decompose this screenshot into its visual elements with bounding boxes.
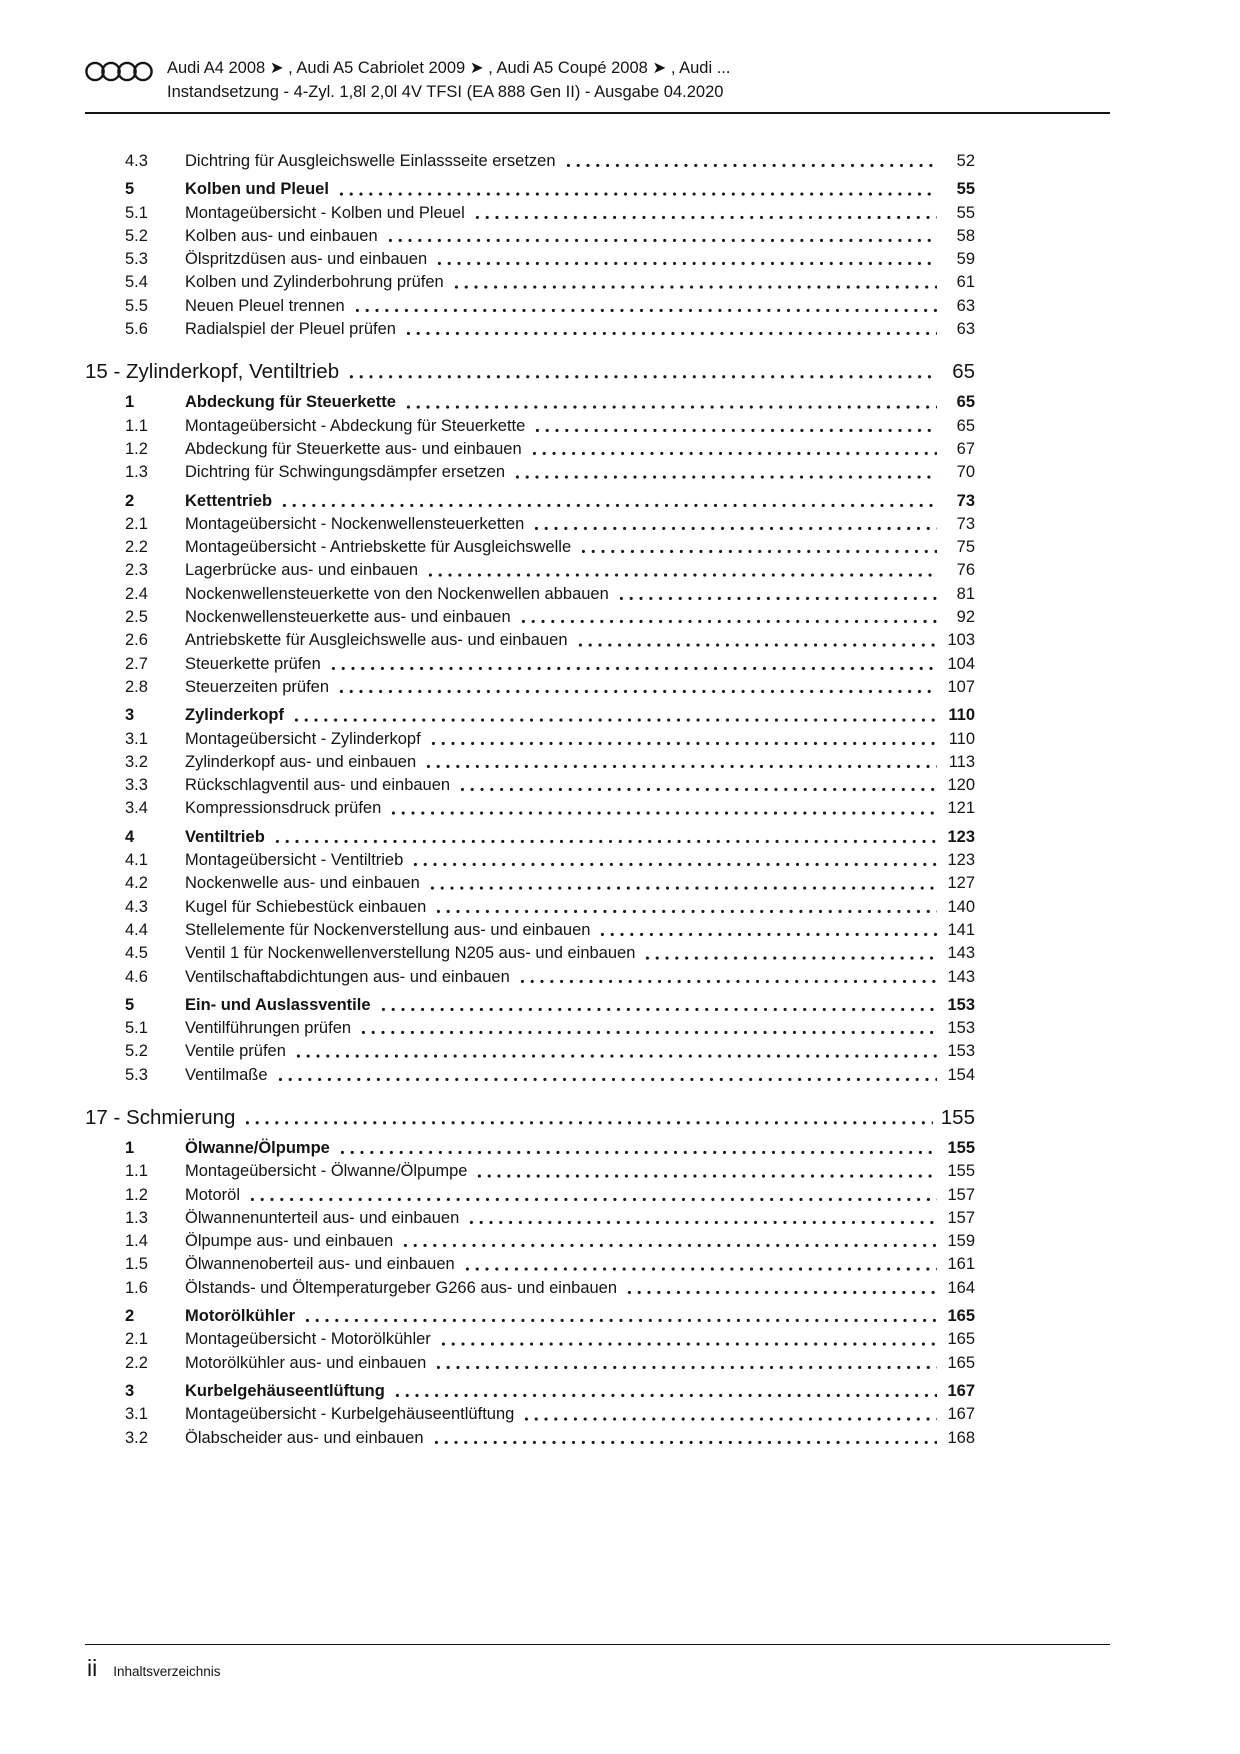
toc-entry-title: Ölwanne/Ölpumpe bbox=[185, 1138, 330, 1157]
toc-entry-number: 5.3 bbox=[125, 1065, 148, 1084]
toc-entry-title: Ein- und Auslassventile bbox=[185, 995, 371, 1014]
toc-entry-number: 1.2 bbox=[125, 439, 148, 458]
toc-entry-title: Dichtring für Ausgleichswelle Einlassseite ersetzen bbox=[185, 152, 556, 170]
toc-entry-title: Ventilschaftabdichtungen aus- und einbauen bbox=[185, 967, 510, 986]
toc-entry-title: Kettentrieb bbox=[185, 491, 273, 510]
toc-entry-page: 153 bbox=[947, 1019, 975, 1038]
toc-entry-title: Ventiltrieb bbox=[185, 827, 265, 846]
toc-entry-number: 2.8 bbox=[125, 677, 148, 696]
toc-entry-number: 3.2 bbox=[125, 752, 148, 771]
footer-section-label: Inhaltsverzeichnis bbox=[113, 1664, 221, 1679]
leader-dots bbox=[296, 1040, 937, 1063]
toc-entry-title: Zylinderkopf aus- und einbauen bbox=[185, 752, 417, 771]
toc-entry bbox=[85, 1403, 975, 1426]
toc-entry-title: Nockenwellensteuerkette aus- und einbauen bbox=[185, 608, 511, 627]
leader-dots bbox=[250, 1184, 937, 1207]
toc-entry-title: Ventilmaße bbox=[185, 1065, 268, 1084]
toc-entry-number: 3.4 bbox=[125, 799, 148, 818]
toc-entry-number: 5.2 bbox=[125, 226, 148, 245]
toc-entry-number: 4.5 bbox=[125, 944, 148, 963]
toc-entry bbox=[85, 358, 975, 386]
toc-entry-title: Rückschlagventil aus- und einbauen bbox=[185, 776, 451, 795]
toc-entry-number: 2.5 bbox=[125, 608, 148, 627]
toc-entry-title: Neuen Pleuel trennen bbox=[185, 296, 345, 315]
toc-entry bbox=[85, 461, 975, 484]
page-header bbox=[85, 56, 1110, 114]
toc-entry-number: 1.1 bbox=[125, 416, 148, 435]
toc-entry-number: 3.2 bbox=[125, 1428, 148, 1447]
toc-entry-number: 1.3 bbox=[125, 1208, 148, 1227]
toc-entry-page: 155 bbox=[940, 1105, 975, 1129]
leader-dots bbox=[282, 490, 937, 513]
leader-dots bbox=[381, 994, 937, 1017]
toc-entry-number: 5.1 bbox=[125, 203, 148, 222]
toc-entry-number: 5 bbox=[125, 180, 135, 199]
toc-entry-number: 2 bbox=[125, 1307, 135, 1326]
toc-entry-title: Montageübersicht - Ölwanne/Ölpumpe bbox=[185, 1162, 468, 1181]
leader-dots bbox=[515, 461, 937, 484]
toc-entry-number: 2.1 bbox=[125, 514, 148, 533]
toc-entry-page: 153 bbox=[947, 1042, 975, 1061]
toc-entry-title: Montageübersicht - Antriebskette für Ausgleichswelle bbox=[185, 538, 572, 557]
toc-entry-page: 127 bbox=[947, 874, 975, 893]
toc-entry-number: 5.1 bbox=[125, 1019, 148, 1038]
leader-dots bbox=[460, 774, 937, 797]
toc-entry-page: 121 bbox=[947, 799, 975, 818]
toc-entry-number: 4.1 bbox=[125, 851, 148, 870]
toc-entry-page: 110 bbox=[948, 706, 975, 725]
toc-entry bbox=[85, 966, 975, 989]
leader-dots bbox=[645, 942, 937, 965]
leader-dots bbox=[627, 1277, 937, 1300]
toc-entry bbox=[85, 751, 975, 774]
toc-entry-page: 141 bbox=[947, 920, 975, 939]
toc-entry-number: 5.6 bbox=[125, 320, 148, 339]
leader-dots bbox=[355, 295, 937, 318]
toc-entry-number: 3.3 bbox=[125, 776, 148, 795]
toc-entry-title: Nockenwelle aus- und einbauen bbox=[185, 874, 420, 893]
toc-entry bbox=[85, 1184, 975, 1207]
leader-dots bbox=[520, 966, 937, 989]
toc-entry bbox=[85, 225, 975, 248]
toc-entry-page: 61 bbox=[956, 273, 975, 292]
leader-dots bbox=[388, 225, 937, 248]
toc-entry-page: 120 bbox=[947, 776, 975, 795]
toc-entry-page: 113 bbox=[948, 752, 975, 771]
toc-entry-page: 81 bbox=[956, 584, 975, 603]
toc-entry-number: 2.2 bbox=[125, 538, 148, 557]
toc-entry bbox=[85, 295, 975, 318]
toc-entry bbox=[85, 559, 975, 582]
leader-dots bbox=[581, 536, 937, 559]
toc-entry-page: 153 bbox=[947, 995, 975, 1014]
leader-dots bbox=[436, 1352, 937, 1375]
leader-dots bbox=[340, 1137, 937, 1160]
leader-dots bbox=[406, 391, 937, 414]
toc-entry bbox=[85, 797, 975, 820]
toc-entry bbox=[85, 1352, 975, 1375]
toc-entry-title: Ölwannenunterteil aus- und einbauen bbox=[185, 1208, 460, 1227]
leader-dots bbox=[600, 919, 937, 942]
toc-entry bbox=[85, 1040, 975, 1063]
toc-entry-page: 155 bbox=[947, 1138, 975, 1157]
leader-dots bbox=[428, 559, 937, 582]
leader-dots bbox=[430, 872, 937, 895]
leader-dots bbox=[339, 178, 937, 201]
leader-dots bbox=[441, 1328, 937, 1351]
toc-entry-title: 17 - Schmierung bbox=[85, 1105, 236, 1129]
toc-entry-page: 63 bbox=[956, 320, 975, 339]
toc-entry-page: 55 bbox=[956, 203, 975, 222]
audi-logo bbox=[85, 59, 153, 84]
toc-entry-number: 5.5 bbox=[125, 296, 148, 315]
toc-entry bbox=[85, 994, 975, 1017]
header-title-line1: Audi A4 2008 ➤ , Audi A5 Cabriolet 2009 ➤ , Audi A5 Coupé 2008 ➤ , Audi ... bbox=[167, 59, 731, 77]
toc-entry bbox=[85, 728, 975, 751]
toc-entry-number: 3 bbox=[125, 706, 135, 725]
toc-entry-number: 4.3 bbox=[125, 897, 148, 916]
toc-entry-number: 1.2 bbox=[125, 1185, 148, 1204]
toc-entry-number: 2.7 bbox=[125, 654, 148, 673]
toc-entry-page: 73 bbox=[956, 514, 975, 533]
toc-entry-page: 52 bbox=[956, 152, 975, 170]
leader-dots bbox=[349, 358, 937, 386]
toc-entry-page: 92 bbox=[956, 608, 975, 627]
toc-entry-page: 157 bbox=[947, 1185, 975, 1204]
leader-dots bbox=[434, 1427, 937, 1450]
leader-dots bbox=[413, 849, 937, 872]
leader-dots bbox=[294, 704, 937, 727]
toc-entry bbox=[85, 1017, 975, 1040]
toc-entry-title: Montageübersicht - Kolben und Pleuel bbox=[185, 203, 465, 222]
toc-entry bbox=[85, 318, 975, 341]
toc-entry-page: 73 bbox=[956, 491, 975, 510]
toc-entry-title: Zylinderkopf bbox=[185, 706, 285, 725]
toc-entry-title: Ventile prüfen bbox=[185, 1042, 286, 1061]
leader-dots bbox=[469, 1207, 937, 1230]
toc-entry bbox=[85, 606, 975, 629]
toc-entry bbox=[85, 391, 975, 414]
toc-entry-title: Kompressionsdruck prüfen bbox=[185, 799, 382, 818]
leader-dots bbox=[275, 826, 937, 849]
leader-dots bbox=[524, 1403, 937, 1426]
leader-dots bbox=[465, 1253, 937, 1276]
toc-entry-number: 2.6 bbox=[125, 631, 148, 650]
leader-dots bbox=[578, 629, 938, 652]
toc-entry-page: 154 bbox=[947, 1065, 975, 1084]
toc-entry bbox=[85, 1207, 975, 1230]
leader-dots bbox=[566, 150, 937, 173]
toc-entry-page: 67 bbox=[956, 439, 975, 458]
toc-entry-title: Ölabscheider aus- und einbauen bbox=[185, 1428, 424, 1447]
toc-entry bbox=[85, 202, 975, 225]
toc-entry-number: 3 bbox=[125, 1381, 135, 1400]
toc-entry-page: 59 bbox=[956, 250, 975, 269]
toc-entry-title: Kugel für Schiebestück einbauen bbox=[185, 897, 427, 916]
toc-entry-title: Ölwannenoberteil aus- und einbauen bbox=[185, 1255, 455, 1274]
toc-entry-page: 167 bbox=[947, 1381, 975, 1400]
toc-entry-number: 4.4 bbox=[125, 920, 148, 939]
toc-entry bbox=[85, 583, 975, 606]
toc-entry-number: 1.6 bbox=[125, 1278, 148, 1297]
toc-entry-page: 63 bbox=[956, 296, 975, 315]
toc-entry bbox=[85, 1160, 975, 1183]
toc-entry bbox=[85, 1137, 975, 1160]
toc-entry-title: Nockenwellensteuerkette von den Nockenwellen abbauen bbox=[185, 584, 609, 603]
toc-entry-page: 168 bbox=[947, 1428, 975, 1447]
leader-dots bbox=[619, 583, 937, 606]
leader-dots bbox=[426, 751, 937, 774]
toc-entry-number: 5 bbox=[125, 995, 135, 1014]
toc-entry-title: Kolben und Zylinderbohrung prüfen bbox=[185, 273, 444, 292]
toc-entry-title: Ventilführungen prüfen bbox=[185, 1019, 352, 1038]
toc-entry-page: 76 bbox=[956, 561, 975, 580]
toc-entry-number: 4.3 bbox=[125, 152, 148, 170]
toc-entry-title: Steuerkette prüfen bbox=[185, 654, 321, 673]
leader-dots bbox=[391, 797, 937, 820]
toc-entry-number: 5.4 bbox=[125, 273, 148, 292]
footer-page-number: ii bbox=[87, 1655, 98, 1681]
leader-dots bbox=[534, 513, 937, 536]
toc-entry bbox=[85, 490, 975, 513]
toc-entry-title: Abdeckung für Steuerkette aus- und einbauen bbox=[185, 439, 522, 458]
leader-dots bbox=[532, 438, 937, 461]
toc-entry-title: Ventil 1 für Nockenwellenverstellung N205 aus- und einbauen bbox=[185, 944, 636, 963]
toc-entry-title: Motorölkühler aus- und einbauen bbox=[185, 1353, 427, 1372]
leader-dots bbox=[305, 1305, 937, 1328]
toc-entry-page: 58 bbox=[956, 226, 975, 245]
leader-dots bbox=[521, 606, 937, 629]
toc-entry bbox=[85, 896, 975, 919]
toc-entry-number: 5.2 bbox=[125, 1042, 148, 1061]
toc-entry-page: 123 bbox=[947, 851, 975, 870]
toc-entry-page: 167 bbox=[947, 1405, 975, 1424]
toc-entry-number: 1.3 bbox=[125, 463, 148, 482]
toc-entry bbox=[85, 178, 975, 201]
toc-entry bbox=[85, 513, 975, 536]
toc-entry bbox=[85, 1253, 975, 1276]
toc bbox=[85, 150, 975, 1450]
toc-entry-number: 3.1 bbox=[125, 1405, 148, 1424]
toc-entry-page: 65 bbox=[956, 393, 975, 412]
toc-entry-page: 140 bbox=[947, 897, 975, 916]
toc-entry-page: 65 bbox=[952, 360, 975, 384]
toc-entry-number: 4 bbox=[125, 827, 135, 846]
toc-entry-title: Montageübersicht - Nockenwellensteuerketten bbox=[185, 514, 525, 533]
toc-entry-number: 1 bbox=[125, 393, 135, 412]
toc-entry bbox=[85, 629, 975, 652]
toc-entry-page: 143 bbox=[947, 944, 975, 963]
toc-entry-page: 55 bbox=[956, 180, 975, 199]
toc-entry bbox=[85, 676, 975, 699]
toc-entry bbox=[85, 849, 975, 872]
toc-entry-page: 159 bbox=[947, 1232, 975, 1251]
toc-entry bbox=[85, 271, 975, 294]
toc-entry-number: 2.1 bbox=[125, 1330, 148, 1349]
toc-entry-title: Lagerbrücke aus- und einbauen bbox=[185, 561, 419, 580]
leader-dots bbox=[437, 248, 937, 271]
toc-entry bbox=[85, 1305, 975, 1328]
toc-entry-page: 123 bbox=[947, 827, 975, 846]
toc-entry-title: Montageübersicht - Abdeckung für Steuerkette bbox=[185, 416, 526, 435]
toc-entry-number: 2.4 bbox=[125, 584, 148, 603]
toc-entry bbox=[85, 826, 975, 849]
leader-dots bbox=[339, 676, 937, 699]
toc-entry bbox=[85, 1328, 975, 1351]
toc-entry-page: 143 bbox=[947, 967, 975, 986]
toc-entry-page: 165 bbox=[947, 1330, 975, 1349]
toc-entry-title: Kolben und Pleuel bbox=[185, 180, 329, 199]
toc-entry-page: 107 bbox=[947, 677, 975, 696]
toc-entry bbox=[85, 942, 975, 965]
toc-entry-number: 5.3 bbox=[125, 250, 148, 269]
toc-entry-number: 4.6 bbox=[125, 967, 148, 986]
toc-entry-title: Montageübersicht - Ventiltrieb bbox=[185, 851, 404, 870]
toc-entry-title: Kurbelgehäuseentlüftung bbox=[185, 1381, 385, 1400]
toc-entry-number: 2.2 bbox=[125, 1353, 148, 1372]
header-rule bbox=[85, 112, 1110, 114]
toc-entry-title: Montageübersicht - Zylinderkopf bbox=[185, 729, 421, 748]
toc-entry-title: 15 - Zylinderkopf, Ventiltrieb bbox=[85, 360, 340, 384]
toc-entry-page: 65 bbox=[956, 416, 975, 435]
toc-entry bbox=[85, 1380, 975, 1403]
toc-entry bbox=[85, 919, 975, 942]
toc-entry-number: 2 bbox=[125, 491, 135, 510]
leader-dots bbox=[436, 896, 937, 919]
leader-dots bbox=[331, 653, 937, 676]
leader-dots bbox=[245, 1104, 932, 1132]
leader-dots bbox=[395, 1380, 937, 1403]
toc-entry-page: 75 bbox=[956, 538, 975, 557]
toc-entry-title: Antriebskette für Ausgleichswelle aus- und einbauen bbox=[185, 631, 568, 650]
toc-entry bbox=[85, 150, 975, 173]
toc-entry-page: 104 bbox=[947, 654, 975, 673]
leader-dots bbox=[431, 728, 937, 751]
leader-dots bbox=[403, 1230, 937, 1253]
toc-entry-title: Kolben aus- und einbauen bbox=[185, 226, 378, 245]
toc-entry-number: 1 bbox=[125, 1138, 135, 1157]
toc-entry-title: Ölstands- und Öltemperaturgeber G266 aus- und einbauen bbox=[185, 1278, 618, 1297]
toc-entry-number: 1.1 bbox=[125, 1162, 148, 1181]
leader-dots bbox=[361, 1017, 937, 1040]
toc-entry bbox=[85, 653, 975, 676]
toc-entry-page: 157 bbox=[947, 1208, 975, 1227]
toc-entry-title: Motoröl bbox=[185, 1185, 241, 1204]
leader-dots bbox=[535, 415, 937, 438]
leader-dots bbox=[475, 202, 937, 225]
toc-entry bbox=[85, 1104, 975, 1132]
toc-entry-title: Steuerzeiten prüfen bbox=[185, 677, 330, 696]
toc-entry-title: Stellelemente für Nockenverstellung aus- und einbauen bbox=[185, 920, 591, 939]
toc-entry-title: Radialspiel der Pleuel prüfen bbox=[185, 320, 396, 339]
toc-entry bbox=[85, 1230, 975, 1253]
toc-entry-page: 110 bbox=[948, 729, 975, 748]
toc-entry-page: 161 bbox=[947, 1255, 975, 1274]
toc-entry bbox=[85, 774, 975, 797]
toc-entry-title: Abdeckung für Steuerkette bbox=[185, 393, 396, 412]
footer-rule bbox=[85, 1644, 1110, 1645]
toc-entry-title: Ölpumpe aus- und einbauen bbox=[185, 1232, 394, 1251]
toc-entry-number: 3.1 bbox=[125, 729, 148, 748]
toc-entry-title: Montageübersicht - Kurbelgehäuseentlüftung bbox=[185, 1405, 515, 1424]
header-title-line2: Instandsetzung - 4-Zyl. 1,8l 2,0l 4V TFSI (EA 888 Gen II) - Ausgabe 04.2020 bbox=[167, 83, 724, 101]
toc-entry-title: Dichtring für Schwingungsdämpfer ersetzen bbox=[185, 463, 506, 482]
toc-entry-page: 155 bbox=[947, 1162, 975, 1181]
leader-dots bbox=[278, 1064, 937, 1087]
toc-entry-number: 1.5 bbox=[125, 1255, 148, 1274]
toc-entry-number: 2.3 bbox=[125, 561, 148, 580]
toc-entry-title: Montageübersicht - Motorölkühler bbox=[185, 1330, 431, 1349]
toc-entry bbox=[85, 438, 975, 461]
leader-dots bbox=[477, 1160, 937, 1183]
toc-entry bbox=[85, 1064, 975, 1087]
toc-entry-title: Ölspritzdüsen aus- und einbauen bbox=[185, 250, 428, 269]
leader-dots bbox=[454, 271, 937, 294]
toc-entry bbox=[85, 1277, 975, 1300]
toc-entry bbox=[85, 415, 975, 438]
toc-entry-page: 103 bbox=[947, 631, 975, 650]
toc-entry-page: 165 bbox=[947, 1353, 975, 1372]
toc-entry-page: 165 bbox=[947, 1307, 975, 1326]
toc-entry bbox=[85, 872, 975, 895]
toc-entry-number: 1.4 bbox=[125, 1232, 148, 1251]
toc-entry bbox=[85, 248, 975, 271]
toc-entry-page: 164 bbox=[947, 1278, 975, 1297]
page-footer bbox=[85, 1644, 1110, 1682]
toc-entry bbox=[85, 704, 975, 727]
toc-entry bbox=[85, 1427, 975, 1450]
toc-entry-number: 4.2 bbox=[125, 874, 148, 893]
toc-entry bbox=[85, 536, 975, 559]
leader-dots bbox=[406, 318, 937, 341]
toc-entry-title: Motorölkühler bbox=[185, 1307, 295, 1326]
toc-entry-page: 70 bbox=[956, 463, 975, 482]
